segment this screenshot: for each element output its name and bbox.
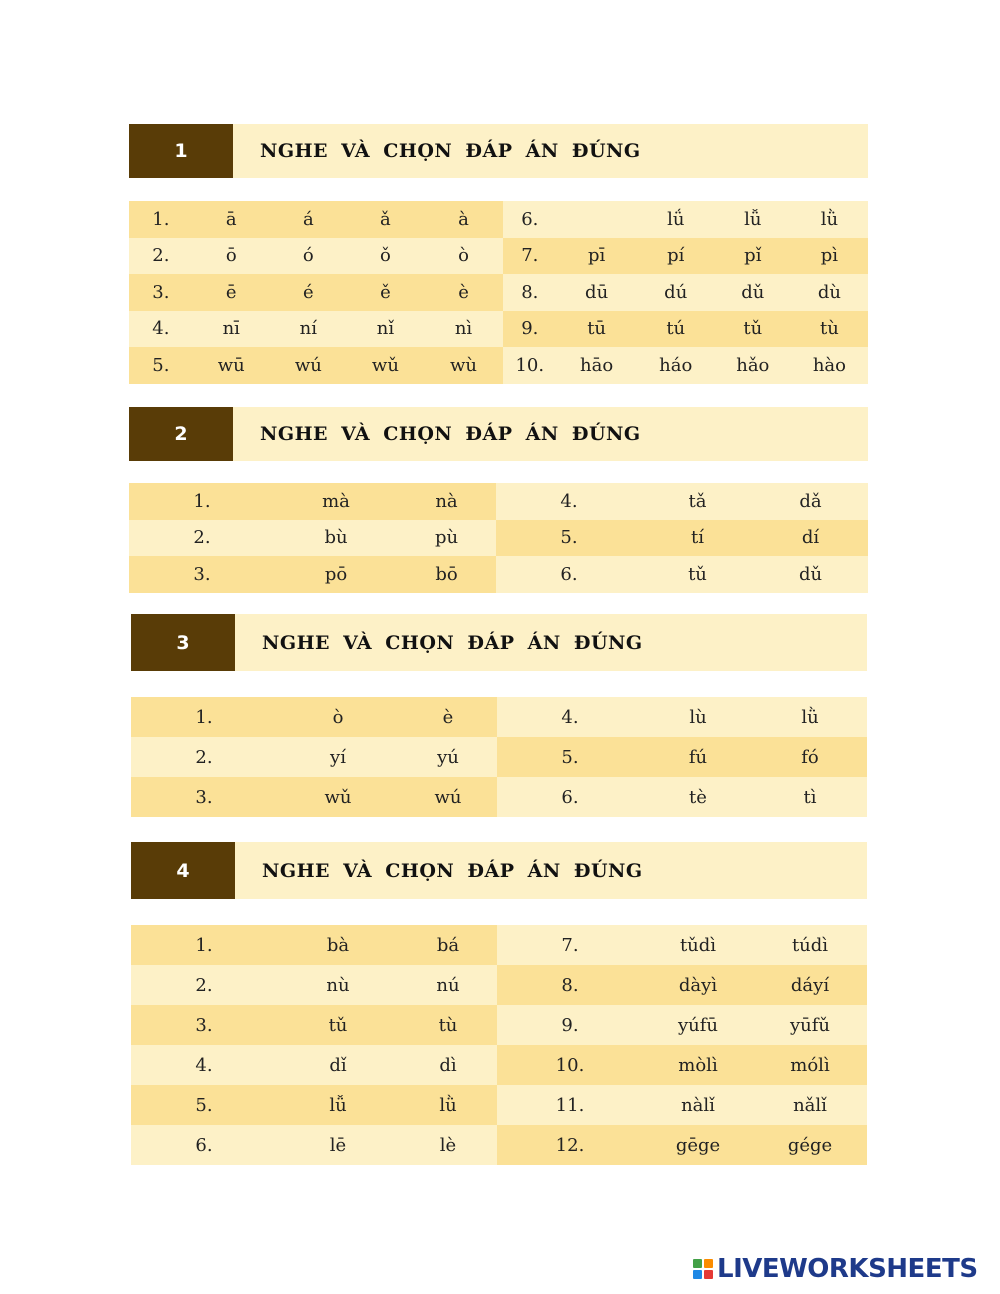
pinyin-option[interactable]: nú — [399, 965, 497, 1005]
item-number: 7. — [497, 925, 643, 965]
table-row — [131, 925, 867, 965]
section-4-header — [131, 842, 867, 899]
section-title: NGHE VÀ CHỌN ĐÁP ÁN ĐÚNG — [262, 859, 643, 882]
pinyin-option[interactable]: mà — [275, 483, 397, 520]
pinyin-option[interactable]: lǜ — [399, 1085, 497, 1125]
item-number: 4. — [496, 483, 642, 520]
pinyin-option[interactable]: lǚ — [715, 201, 791, 238]
pinyin-option[interactable]: dū — [557, 274, 637, 311]
pinyin-option[interactable]: fú — [643, 737, 753, 777]
table-row — [129, 238, 868, 275]
section-number: 2 — [129, 407, 233, 461]
pinyin-option[interactable]: à — [424, 201, 503, 238]
pinyin-option[interactable]: wǔ — [347, 347, 424, 384]
item-number: 3. — [131, 777, 277, 817]
pinyin-option[interactable]: bá — [399, 925, 497, 965]
item-number: 7. — [503, 238, 556, 275]
table-row — [131, 777, 867, 817]
pinyin-option[interactable]: tǎ — [642, 483, 753, 520]
exercise-2-table — [129, 483, 868, 593]
pinyin-option[interactable] — [557, 201, 637, 238]
pinyin-option[interactable]: gēge — [643, 1125, 753, 1165]
pinyin-option[interactable]: tí — [642, 520, 753, 557]
table-row — [131, 1005, 867, 1045]
item-number: 9. — [497, 1005, 643, 1045]
pinyin-option[interactable]: wū — [193, 347, 270, 384]
item-number: 11. — [497, 1085, 643, 1125]
item-number: 5. — [496, 520, 642, 557]
pinyin-option[interactable]: bō — [397, 556, 496, 593]
item-number: 10. — [497, 1045, 643, 1085]
pinyin-option[interactable]: gége — [753, 1125, 867, 1165]
item-number: 2. — [131, 965, 277, 1005]
pinyin-option[interactable]: mòlì — [643, 1045, 753, 1085]
pinyin-option[interactable]: nàlǐ — [643, 1085, 753, 1125]
item-number: 4. — [131, 1045, 277, 1085]
pinyin-option[interactable]: pǐ — [715, 238, 791, 275]
section-title: NGHE VÀ CHỌN ĐÁP ÁN ĐÚNG — [262, 631, 643, 654]
pinyin-option[interactable]: nà — [397, 483, 496, 520]
pinyin-option[interactable]: dáyí — [753, 965, 867, 1005]
pinyin-option[interactable]: ā — [193, 201, 270, 238]
pinyin-option[interactable]: dǎ — [753, 483, 868, 520]
section-title: NGHE VÀ CHỌN ĐÁP ÁN ĐÚNG — [260, 423, 641, 445]
pinyin-option[interactable]: tè — [643, 777, 753, 817]
pinyin-option[interactable]: nù — [277, 965, 399, 1005]
item-number: 8. — [503, 274, 556, 311]
section-title: NGHE VÀ CHỌN ĐÁP ÁN ĐÚNG — [260, 140, 641, 162]
pinyin-option[interactable]: ǒ — [347, 238, 424, 275]
pinyin-option[interactable]: tǔ — [642, 556, 753, 593]
item-number: 1. — [131, 697, 277, 737]
item-number: 3. — [131, 1005, 277, 1045]
item-number: 8. — [497, 965, 643, 1005]
item-number: 10. — [503, 347, 556, 384]
table-row — [131, 1085, 867, 1125]
pinyin-option[interactable]: wǔ — [277, 777, 399, 817]
item-number: 5. — [131, 1085, 277, 1125]
section-1-header — [129, 124, 868, 178]
pinyin-option[interactable]: ǎ — [347, 201, 424, 238]
logo-tiles-icon — [693, 1259, 713, 1279]
pinyin-option[interactable]: pù — [397, 520, 496, 557]
pinyin-option[interactable]: yúfū — [643, 1005, 753, 1045]
item-number: 6. — [503, 201, 556, 238]
table-row — [129, 347, 868, 384]
item-number: 1. — [129, 201, 193, 238]
pinyin-option[interactable]: ě — [347, 274, 424, 311]
pinyin-option[interactable]: mólì — [753, 1045, 867, 1085]
exercise-4-table — [131, 925, 867, 1165]
section-number: 3 — [131, 614, 235, 671]
item-number: 3. — [129, 274, 193, 311]
item-number: 5. — [497, 737, 643, 777]
pinyin-option[interactable]: yūfǔ — [753, 1005, 867, 1045]
pinyin-option[interactable]: nì — [424, 311, 503, 348]
item-number: 2. — [131, 737, 277, 777]
pinyin-option[interactable]: tǔ — [715, 311, 791, 348]
exercise-3-table — [131, 697, 867, 817]
pinyin-option[interactable]: á — [270, 201, 347, 238]
pinyin-option[interactable]: è — [399, 697, 497, 737]
pinyin-option[interactable]: lè — [399, 1125, 497, 1165]
pinyin-option[interactable]: dǐ — [277, 1045, 399, 1085]
exercise-1-table — [129, 201, 868, 384]
pinyin-option[interactable]: yí — [277, 737, 399, 777]
item-number: 3. — [129, 556, 275, 593]
item-number: 4. — [129, 311, 193, 348]
pinyin-option[interactable]: lǜ — [791, 201, 868, 238]
table-row — [131, 697, 867, 737]
item-number: 1. — [131, 925, 277, 965]
pinyin-option[interactable]: nī — [193, 311, 270, 348]
item-number: 6. — [497, 777, 643, 817]
section-number: 4 — [131, 842, 235, 899]
pinyin-option[interactable]: pì — [791, 238, 868, 275]
item-number: 12. — [497, 1125, 643, 1165]
pinyin-option[interactable]: ē — [193, 274, 270, 311]
pinyin-option[interactable]: tǔ — [277, 1005, 399, 1045]
pinyin-option[interactable]: pí — [637, 238, 715, 275]
pinyin-option[interactable]: tù — [399, 1005, 497, 1045]
section-number: 1 — [129, 124, 233, 178]
pinyin-option[interactable]: ò — [277, 697, 399, 737]
pinyin-option[interactable]: ó — [270, 238, 347, 275]
pinyin-option[interactable]: è — [424, 274, 503, 311]
pinyin-option[interactable]: tǔdì — [643, 925, 753, 965]
item-number: 5. — [129, 347, 193, 384]
table-row — [129, 520, 868, 557]
pinyin-option[interactable]: dǔ — [715, 274, 791, 311]
pinyin-option[interactable]: dù — [791, 274, 868, 311]
pinyin-option[interactable]: ō — [193, 238, 270, 275]
pinyin-option[interactable]: lē — [277, 1125, 399, 1165]
table-row — [129, 201, 868, 238]
section-2-header — [129, 407, 868, 461]
item-number: 2. — [129, 238, 193, 275]
pinyin-option[interactable]: háo — [637, 347, 715, 384]
item-number: 6. — [496, 556, 642, 593]
pinyin-option[interactable]: dǔ — [753, 556, 868, 593]
pinyin-option[interactable]: nǐ — [347, 311, 424, 348]
pinyin-option[interactable]: túdì — [753, 925, 867, 965]
pinyin-option[interactable]: dú — [637, 274, 715, 311]
pinyin-option[interactable]: fó — [753, 737, 867, 777]
pinyin-option[interactable]: hào — [791, 347, 868, 384]
table-row — [129, 274, 868, 311]
pinyin-option[interactable]: tū — [557, 311, 637, 348]
pinyin-option[interactable]: tù — [791, 311, 868, 348]
pinyin-option[interactable]: tì — [753, 777, 867, 817]
pinyin-option[interactable]: hǎo — [715, 347, 791, 384]
pinyin-option[interactable]: yú — [399, 737, 497, 777]
table-row — [131, 1125, 867, 1165]
table-row — [129, 556, 868, 593]
item-number: 4. — [497, 697, 643, 737]
pinyin-option[interactable]: lǘ — [637, 201, 715, 238]
pinyin-option[interactable]: dí — [753, 520, 868, 557]
pinyin-option[interactable]: dàyì — [643, 965, 753, 1005]
item-number: 1. — [129, 483, 275, 520]
table-row — [129, 483, 868, 520]
logo-text: LIVEWORKSHEETS — [717, 1254, 978, 1284]
pinyin-option[interactable]: é — [270, 274, 347, 311]
pinyin-option[interactable]: lù — [643, 697, 753, 737]
pinyin-option[interactable]: wù — [424, 347, 503, 384]
table-row — [129, 311, 868, 348]
liveworksheets-logo — [693, 1255, 978, 1283]
item-number: 2. — [129, 520, 275, 557]
pinyin-option[interactable]: lǜ — [753, 697, 867, 737]
pinyin-option[interactable]: hāo — [557, 347, 637, 384]
pinyin-option[interactable]: pī — [557, 238, 637, 275]
pinyin-option[interactable]: ní — [270, 311, 347, 348]
table-row — [131, 965, 867, 1005]
table-row — [131, 737, 867, 777]
item-number: 9. — [503, 311, 556, 348]
section-3-header — [131, 614, 867, 671]
pinyin-option[interactable]: nǎlǐ — [753, 1085, 867, 1125]
pinyin-option[interactable]: dì — [399, 1045, 497, 1085]
pinyin-option[interactable]: tú — [637, 311, 715, 348]
pinyin-option[interactable]: pō — [275, 556, 397, 593]
pinyin-option[interactable]: bà — [277, 925, 399, 965]
pinyin-option[interactable]: ò — [424, 238, 503, 275]
pinyin-option[interactable]: wú — [399, 777, 497, 817]
pinyin-option[interactable]: wú — [270, 347, 347, 384]
table-row — [131, 1045, 867, 1085]
pinyin-option[interactable]: bù — [275, 520, 397, 557]
pinyin-option[interactable]: lǚ — [277, 1085, 399, 1125]
item-number: 6. — [131, 1125, 277, 1165]
